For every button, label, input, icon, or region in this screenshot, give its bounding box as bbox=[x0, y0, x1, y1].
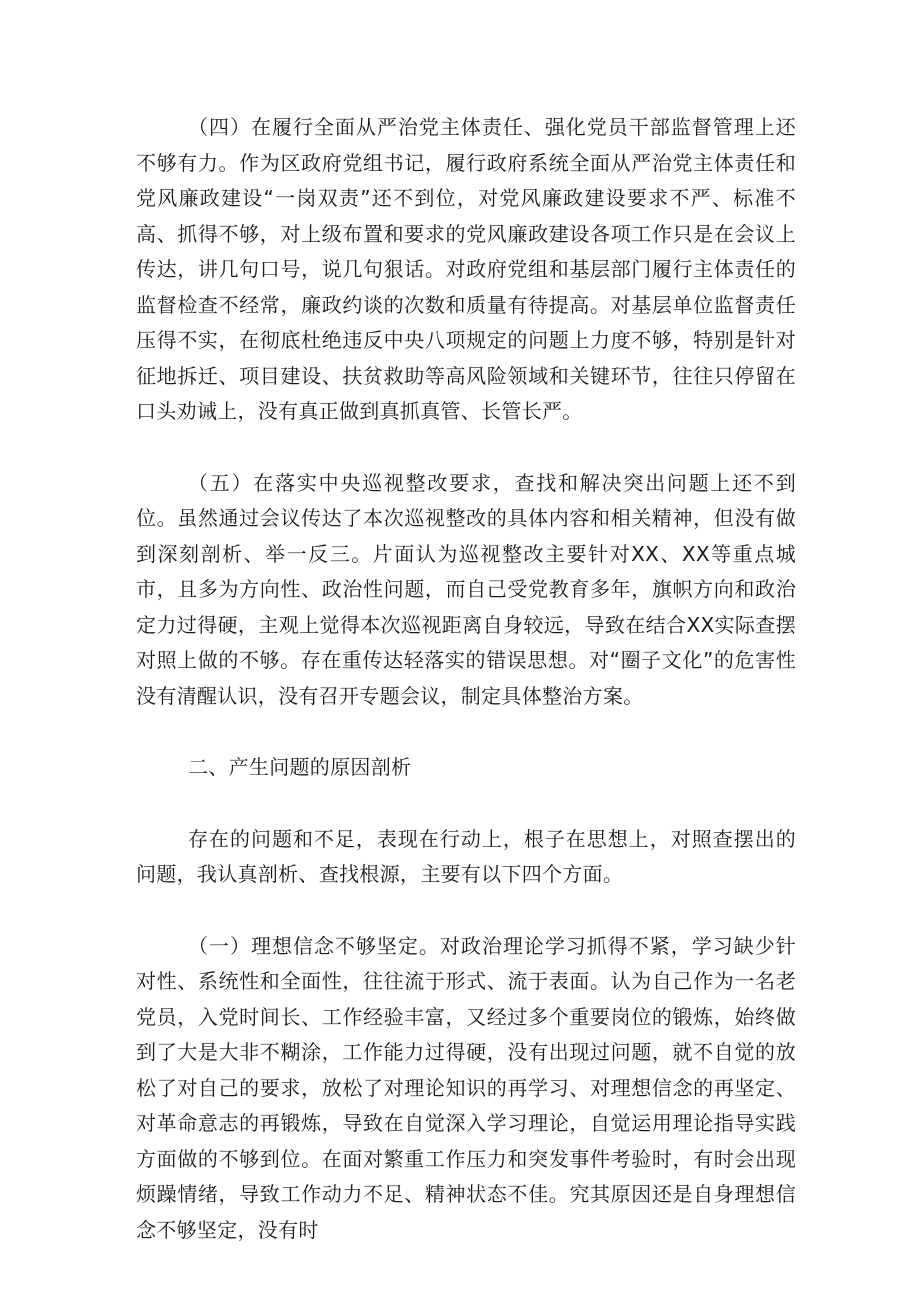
section-heading-cause-analysis: 二、产生问题的原因剖析 bbox=[188, 755, 412, 779]
paragraph-section-four: （四）在履行全面从严治党主体责任、强化党员干部监督管理上还不够有力。作为区政府党组书记，履行政府系统全面从严治党主体责任和党风廉政建设“一岗双责”还不到位，对党风廉政建设要求不严、标准不高、抓得不够，对上级布置和要求的党风廉政建设各项工作只是在会议上传达，讲几句口号，说几句狠话。对政府党组和基层部门履行主体责任的监督检查不经常，廉政约谈的次数和质量有待提高。对基层单位监督责任压得不实，在彻底杜绝违反中央八项规定的问题上力度不够，特别是针对征地拆迁、项目建设、扶贫救助等高风险领域和关键环节，往往只停留在口头劝诫上，没有真正做到真抓真管、长管长严。 bbox=[136, 115, 796, 423]
document-body bbox=[136, 110, 796, 1284]
paragraph-cause-one: （一）理想信念不够坚定。对政治理论学习抓得不紧，学习缺少针对性、系统性和全面性，往往流于形式、流于表面。认为自己作为一名老党员，入党时间长、工作经验丰富，又经过多个重要岗位的锻炼，始终做到了大是大非不糊涂，工作能力过得硬，没有出现过问题，就不自觉的放松了对自己的要求，放松了对理论知识的再学习、对理想信念的再坚定、对革命意志的再锻炼，导致在自觉深入学习理论，自觉运用理论指导实践方面做的不够到位。在面对繁重工作压力和突发事件考验时，有时会出现烦躁情绪，导致工作动力不足、精神状态不佳。究其原因还是自身理想信念不够坚定，没有时 bbox=[136, 933, 796, 1242]
paragraph-cause-intro: 存在的问题和不足，表现在行动上，根子在思想上，对照查摆出的问题，我认真剖析、查找根源，主要有以下四个方面。 bbox=[136, 826, 796, 886]
paragraph-section-five: （五）在落实中央巡视整改要求，查找和解决突出问题上还不到位。虽然通过会议传达了本次巡视整改的具体内容和相关精神，但没有做到深刻剖析、举一反三。片面认为巡视整改主要针对XX、XX等重点城市，且多为方向性、政治性问题，而自己受党教育多年，旗帜方向和政治定力过得硬，主观上觉得本次巡视距离自身较远，导致在结合XX实际查摆对照上做的不够。存在重传达轻落实的错误思想。对“圈子文化”的危害性没有清醒认识，没有召开专题会议，制定具体整治方案。 bbox=[136, 470, 796, 708]
